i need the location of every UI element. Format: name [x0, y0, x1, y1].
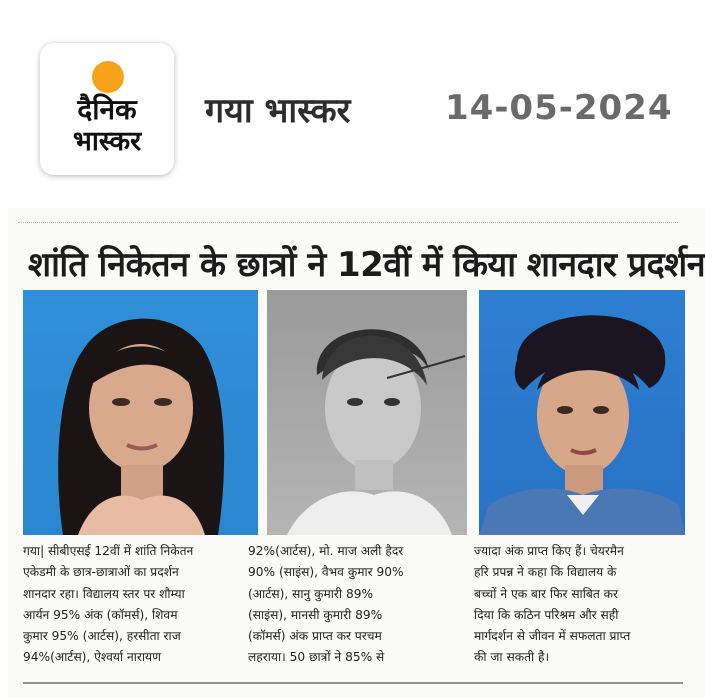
logo-line-1: दैनिक	[77, 93, 137, 126]
student-photo-2	[267, 290, 467, 535]
edition-date: 14-05-2024	[445, 88, 673, 128]
app-header	[0, 0, 705, 205]
article-column-2: 92%(आर्टस), मो. माज अली हैदर 90% (साइंस), वैभव कुमार 90% (आर्टस), सानु कुमारी 89% (साइंस), मानसी कुमारी 89% (कॉमर्स) अंक प्राप्त कर परचम लहराया। 50 छात्रों ने 85% से	[248, 544, 404, 665]
cut-text-strip	[18, 208, 678, 223]
article-column-3: ज्यादा अंक प्राप्त किए हैं। चेयरमैन हरि प्रपन्न ने कहा कि विद्यालय के बच्चों ने एक बार फिर साबित कर दिया कि कठिन परिश्रम और सही मार्गदर्शन से जीवन में सफलता प्राप्त की जा सकती है।	[474, 544, 631, 665]
logo-line-2: भास्कर	[72, 126, 142, 157]
next-article-fragment	[23, 682, 683, 697]
student-photo-3	[479, 290, 685, 535]
newspaper-clipping	[8, 208, 705, 697]
student-photo-1	[23, 290, 258, 535]
sun-logo-icon	[92, 61, 124, 93]
edition-title: गया भास्कर	[205, 91, 351, 131]
article-headline: शांति निकेतन के छात्रों ने 12वीं में किया शानदार प्रदर्शन	[28, 245, 705, 285]
article-column-1: गया| सीबीएसई 12वीं में शांति निकेतन एकेडमी के छात्र-छात्राओं का प्रदर्शन शानदार रहा। विद्यालय स्तर पर शौम्या आर्यन 95% अंक (कॉमर्स), शिवम कुमार 95% (आर्टस), हरसीता राज 94%(आर्टस), ऐश्वर्या नारायण	[23, 544, 194, 665]
dainik-bhaskar-logo[interactable]	[40, 43, 174, 175]
